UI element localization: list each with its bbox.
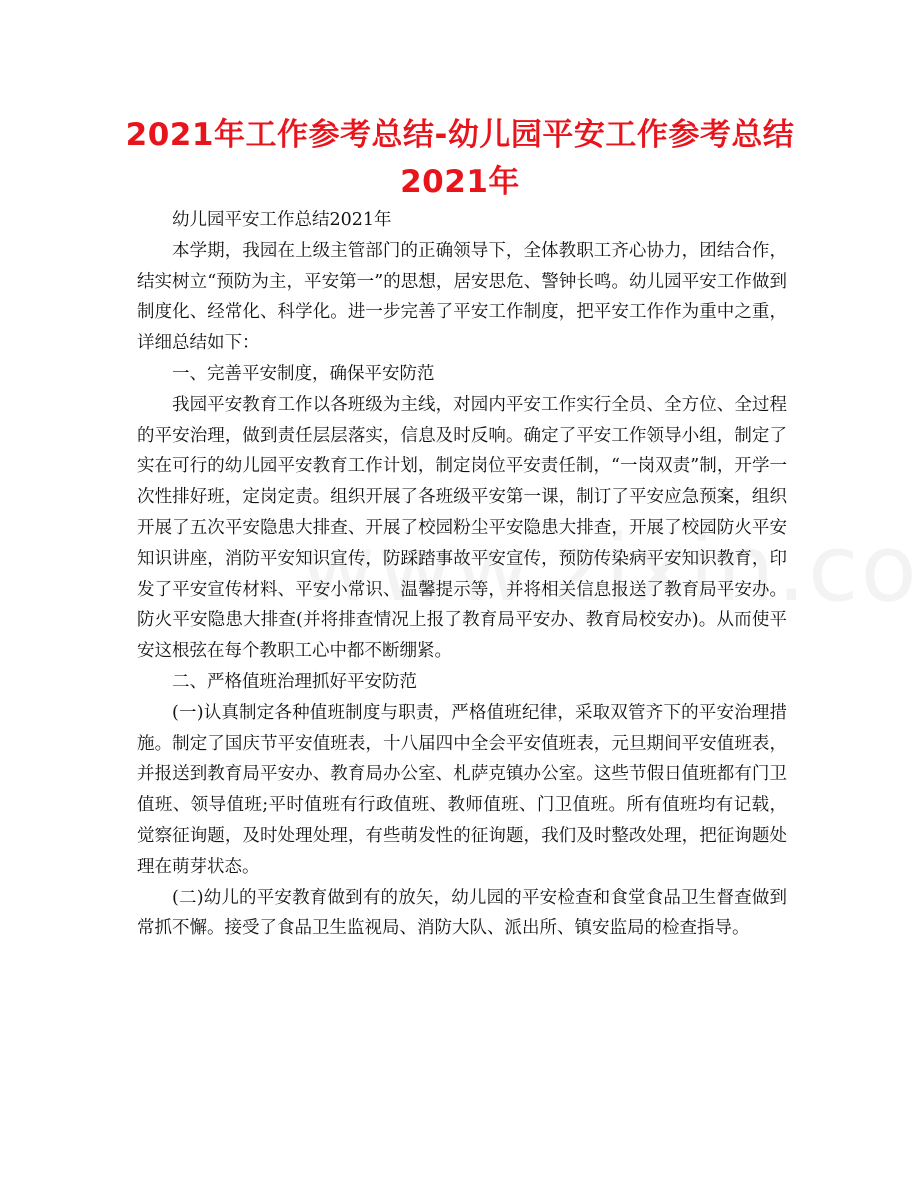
intro-paragraph: 本学期，我园在上级主管部门的正确领导下，全体教职工齐心协力，团结合作，结实树立“预防为主，平安第一”的思想，居安思危、警钟长鸣。幼儿园平安工作做到制度化、经常化、科学化。进一步完善了平安工作制度，把平安工作作为重中之重，详细总结如下： (137, 240, 787, 354)
section-2-paragraph-2: (二)幼儿的平安教育做到有的放矢，幼儿园的平安检查和食堂食品卫生督查做到常抓不懈。接受了食品卫生监视局、消防大队、派出所、镇安监局的检查指导。 (137, 887, 787, 939)
document-title: 2021年工作参考总结-幼儿园平安工作参考总结2021年 (125, 117, 795, 200)
document-body (137, 205, 787, 944)
section-2-paragraph-1: (一)认真制定各种值班制度与职责，严格值班纪律，采取双管齐下的平安治理措施。制定了国庆节平安值班表，十八届四中全会平安值班表，元旦期间平安值班表，并报送到教育局平安办、教育局办公室、札萨克镇办公室。这些节假日值班都有门卫值班、领导值班;平时值班有行政值班、教师值班、门卫值班。所有值班均有记载，觉察征询题，及时处理处理，有些萌发性的征询题，我们及时整改处理，把征询题处理在萌芽状态。 (137, 702, 787, 877)
section-heading-1: 一、完善平安制度，确保平安防范 (172, 363, 435, 384)
subtitle-paragraph: 幼儿园平安工作总结2021年 (172, 210, 392, 230)
section-heading-2: 二、严格值班治理抓好平安防范 (172, 671, 417, 692)
section-1-paragraph: 我园平安教育工作以各班级为主线，对园内平安工作实行全员、全方位、全过程的平安治理，做到责任层层落实，信息及时反响。确定了平安工作领导小组，制定了实在可行的幼儿园平安教育工作计划，制定岗位平安责任制，“一岗双责”制，开学一次性排好班，定岗定责。组织开展了各班级平安第一课，制订了平安应急预案，组织开展了五次平安隐患大排查、开展了校园粉尘平安隐患大排查，开展了校园防火平安知识讲座，消防平安知识宣传，防踩踏事故平安宣传，预防传染病平安知识教育，印发了平安宣传材料、平安小常识、温馨提示等，并将相关信息报送了教育局平安办。防火平安隐患大排查(并将排查情况上报了教育局平安办、教育局校安办)。从而使平安这根弦在每个教职工心中都不断绷紧。 (137, 394, 787, 662)
